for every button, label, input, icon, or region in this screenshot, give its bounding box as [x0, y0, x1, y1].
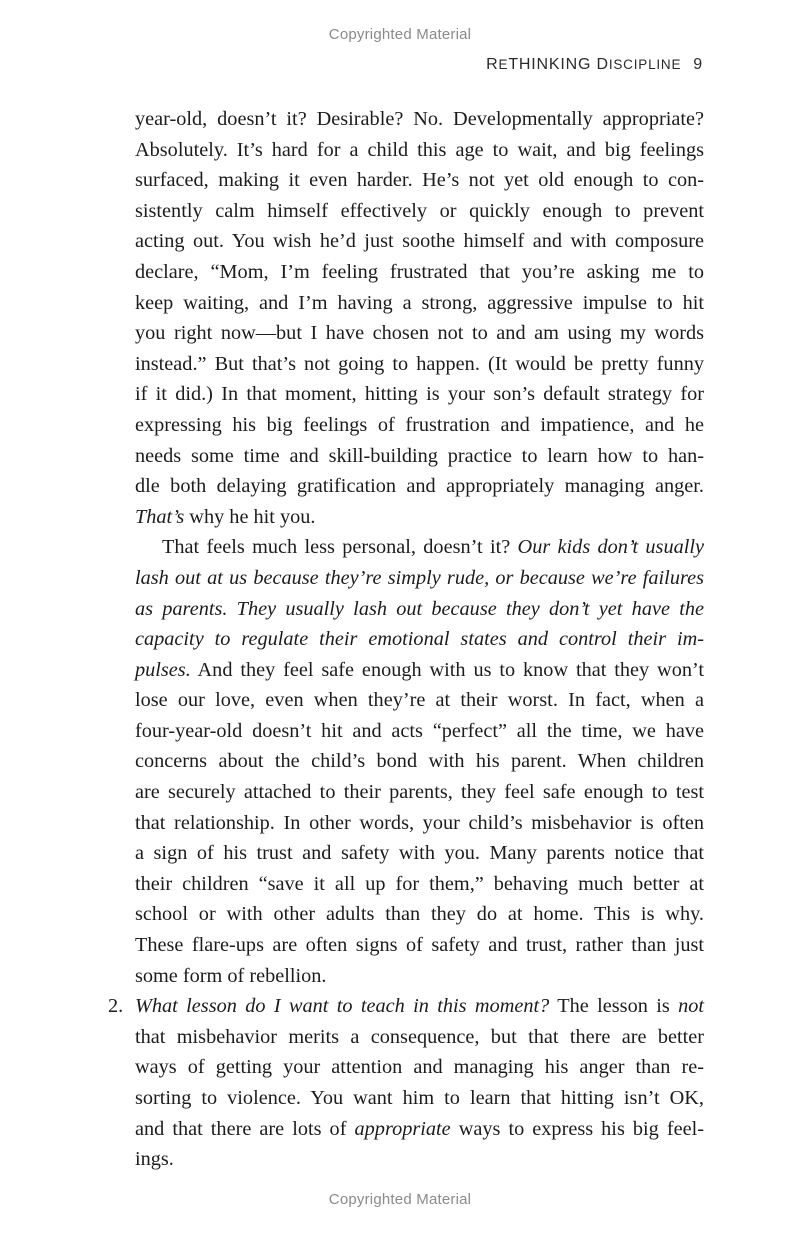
text-line: acting out. You wish he’d just soothe himself and with composure — [135, 230, 704, 253]
list-item-number: 2. — [108, 995, 124, 1018]
emphasis: That’s — [135, 505, 185, 528]
text-line: concerns about the child’s bond with his parent. When children — [135, 750, 704, 773]
text-line: if it did.) In that moment, hitting is your son’s default strategy for — [135, 383, 704, 406]
emphasis: appropriate — [354, 1117, 451, 1140]
text-line: surfaced, making it even harder. He’s not yet old enough to con- — [135, 169, 704, 192]
emphasis: pulses. — [135, 658, 191, 681]
text-line: pulses. And they feel safe enough with us to know that they won’t — [135, 658, 704, 681]
text-line: you right now—but I have chosen not to and am using my words — [135, 322, 704, 345]
text-line: That’s why he hit you. — [135, 505, 316, 528]
emphasis: capacity to regulate their emotional states and control their im- — [135, 628, 704, 651]
running-head-title: RETHINKING DISCIPLINE — [486, 56, 682, 73]
running-head — [486, 56, 703, 74]
text-line: lose our love, even when they’re at their worst. In fact, when a — [135, 689, 704, 712]
text-line — [135, 594, 704, 625]
text-line: declare, “Mom, I’m feeling frustrated that you’re asking me to — [135, 260, 704, 283]
copyright-watermark-bottom: Copyrighted Material — [328, 1191, 472, 1208]
text-line: These flare-ups are often signs of safety and trust, rather than just — [135, 934, 704, 957]
text-line — [135, 624, 704, 655]
text-line: expressing his big feelings of frustration and impatience, and he — [135, 413, 704, 436]
emphasis: lash out at us because they’re simply rude, or because we’re failures — [135, 566, 704, 589]
paragraph-start-line: That feels much less personal, doesn’t it? Our kids don’t usually — [162, 536, 704, 559]
text-line: keep waiting, and I’m having a strong, aggressive impulse to hit — [135, 291, 704, 314]
text-line: some form of rebellion. — [135, 964, 327, 987]
emphasis: Our kids don’t usually — [517, 536, 704, 559]
list-item-2-first-line: 2. What lesson do I want to teach in this moment? The lesson is not — [135, 991, 704, 1022]
text-line: year-old, doesn’t it? Desirable? No. Developmentally appropriate? — [135, 108, 704, 130]
emphasis: What lesson do I want to teach in this moment? — [135, 995, 550, 1018]
page-number: 9 — [693, 56, 703, 73]
text-line: that relationship. In other words, your child’s misbehavior is often — [135, 811, 704, 834]
text-line: four-year-old doesn’t hit and acts “perfect” all the time, we have — [135, 719, 704, 742]
text-line: ways of getting your attention and managing his anger than re- — [135, 1056, 704, 1079]
emphasis: as parents. They usually lash out because they don’t yet have the — [135, 597, 704, 620]
text-line: needs some time and skill-building practice to learn how to han- — [135, 444, 704, 467]
text-line: and that there are lots of appropriate ways to express his big feel- — [135, 1117, 705, 1140]
copyright-watermark-top: Copyrighted Material — [328, 26, 472, 43]
emphasis: not — [678, 995, 704, 1018]
text-line: that misbehavior merits a consequence, but that there are better — [135, 1025, 704, 1048]
text-line: dle both delaying gratification and appropriately managing anger. — [135, 475, 704, 498]
text-line: school or with other adults than they do at home. This is why. — [135, 903, 704, 926]
text-line: their children “save it all up for them,” behaving much better at — [135, 872, 704, 895]
text-line: instead.” But that’s not going to happen. (It would be pretty funny — [135, 352, 704, 375]
body-text — [108, 104, 705, 1175]
text-line: a sign of his trust and safety with you. Many parents notice that — [135, 842, 704, 865]
text-line: sistently calm himself effectively or quickly enough to prevent — [135, 199, 704, 222]
text-line — [135, 563, 704, 594]
text-line: Absolutely. It’s hard for a child this age to wait, and big feelings — [135, 138, 704, 161]
text-line: ings. — [135, 1148, 174, 1171]
text-line: are securely attached to their parents, they feel safe enough to test — [135, 781, 704, 804]
text-line: sorting to violence. You want him to learn that hitting isn’t OK, — [135, 1087, 704, 1109]
